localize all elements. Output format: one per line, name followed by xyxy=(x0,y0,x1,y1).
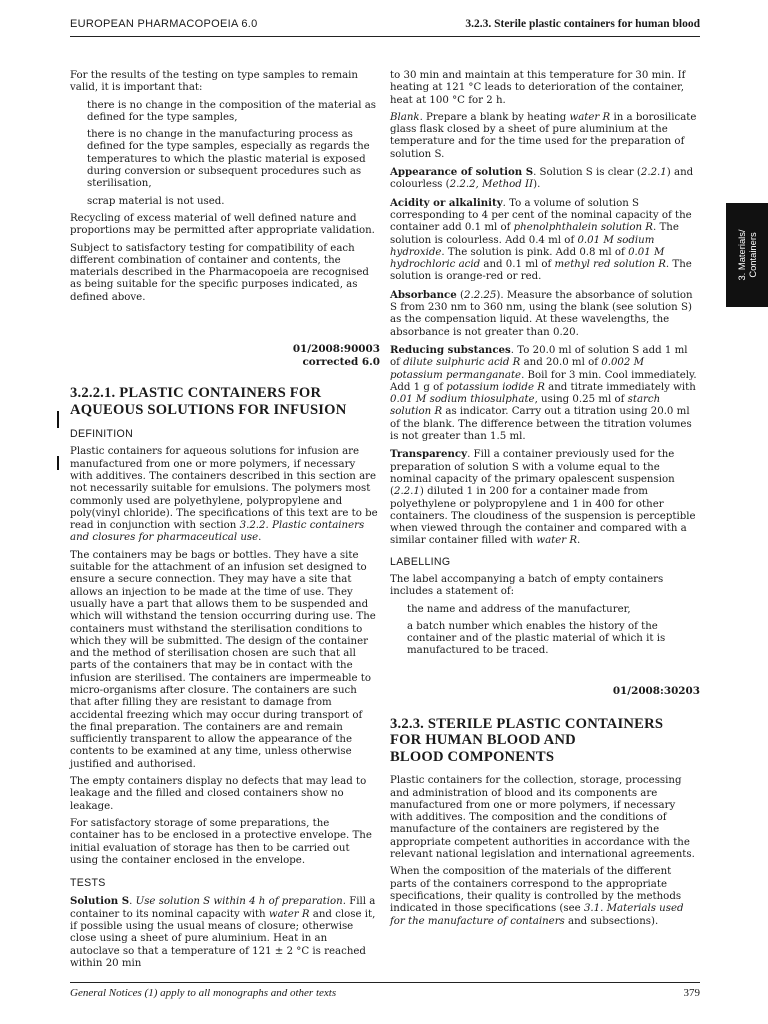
cross-reference-link[interactable]: 3.2.2. Plastic containers and closures for pharmaceutical use xyxy=(70,520,365,544)
list-item: the name and address of the manufacturer, xyxy=(407,603,631,615)
chapter-thumb-tab[interactable] xyxy=(726,203,768,307)
section-heading-definition: DEFINITION xyxy=(70,428,134,441)
storage-paragraph: For satisfactory storage of some preparations, the container has to be enclosed in a protective envelope. The initial evaluation of storage has then to be carried out using the container enclosed in the envelope. xyxy=(70,817,372,866)
right-column xyxy=(390,70,700,933)
footer-note: General Notices (1) apply to all monographs and other texts xyxy=(70,987,337,999)
running-header-right: 3.2.3. Sterile plastic containers for human blood xyxy=(465,18,700,30)
footer-rule xyxy=(70,982,700,983)
acidity-paragraph: Acidity or alkalinity. To a volume of solution S corresponding to 4 per cent of the nominal capacity of the container add 0.1 ml of phenolphthalein solution R. The solution is colourless. Add 0.4 ml of 0.01 M sodium hydroxide. The solution is pink. Add 0.8 ml of 0.01 M hydrochloric acid and 0.1 ml of methyl red solution R. The solution is orange-red or red. xyxy=(390,196,692,283)
composition-paragraph: When the composition of the materials of the different parts of the containers correspond to the appropriate specifications, their quality is controlled by the methods indicated in those specifications (see 3.1. Materials used for the manufacture of containers and subsections). xyxy=(390,866,684,927)
monograph-title-line: 3.2.2.1. PLASTIC CONTAINERS FOR xyxy=(70,385,322,402)
monograph-title xyxy=(70,385,380,418)
intro-paragraph: For the results of the testing on type samples to remain valid, it is important that: xyxy=(70,70,358,94)
reducing-substances-paragraph: Reducing substances. To 20.0 ml of solution S add 1 ml of dilute sulphuric acid R and 20.0 ml of 0.002 M potassium permanganate. Boil for 3 min. Cool immediately. Add 1 g of potassium iodide R and titrate immediately with 0.01 M sodium thiosulphate, using 0.25 ml of starch solution R as indicator. Carry out a titration using 20.0 ml of the blank. The difference between the titration volumes is not greater than 1.5 ml. xyxy=(390,343,697,443)
cross-reference-link[interactable]: 3.1. Materials used for the manufacture of containers xyxy=(390,903,684,927)
monograph-title-line: AQUEOUS SOLUTIONS FOR INFUSION xyxy=(70,401,347,418)
section-heading-labelling: LABELLING xyxy=(390,555,451,568)
list-item: a batch number which enables the history of the container and of the plastic material of which it is manufactured to be traced. xyxy=(407,620,666,657)
list-item: there is no change in the composition of the material as defined for the type samples, xyxy=(87,99,376,123)
monograph-reference: 01/2008:90003 xyxy=(292,343,380,356)
solution-s-paragraph: Solution S. Use solution S within 4 h of preparation. Fill a container to its nominal capacity with water R and close it, if possible using the usual means of closure; otherwise close using a sheet of pure aluminium. Heat in an autoclave so that a temperature of 121 ± 2 °C is reached within 20 min xyxy=(70,895,376,969)
blank-paragraph: Blank. Prepare a blank by heating water R in a borosilicate glass flask closed by a sheet of pure aluminium at the temperature and for the time used for the preparation of solution S. xyxy=(390,111,697,160)
monograph-title-line: 3.2.3. STERILE PLASTIC CONTAINERS xyxy=(390,715,664,732)
change-bar xyxy=(57,411,59,428)
appearance-paragraph: Appearance of solution S. Solution S is clear (2.2.1) and colourless (2.2.2, Method II). xyxy=(390,166,694,191)
definition-paragraph: Plastic containers for aqueous solutions for infusion are manufactured from one or more polymers, if necessary with additives. The containers described in this section are not necessarily suitable for emulsions. The polymers most commonly used are polyethylene, polypropylene and poly(vinyl chloride). The specifications of this text are to be read in conjunction with section 3.2.2. Plastic containers and closures for pharmaceutical use. xyxy=(70,446,378,544)
leakage-paragraph: The empty containers display no defects that may lead to leakage and the filled and closed containers show no leakage. xyxy=(70,776,367,812)
monograph-title xyxy=(390,716,700,766)
left-column xyxy=(70,70,380,975)
transparency-paragraph: Transparency. Fill a container previously used for the preparation of solution S with a volume equal to the nominal capacity of the primary opalescent suspension (2.2.1) diluted 1 in 200 for a container made from polyethylene or polypropylene and 1 in 400 for other containers. The cloudiness of the suspension is perceptible when viewed through the container and compared with a similar container filled with water R. xyxy=(390,448,696,547)
page-number: 379 xyxy=(683,987,700,999)
section-heading-tests: TESTS xyxy=(70,877,106,890)
list-item: scrap material is not used. xyxy=(87,195,225,207)
chapter-thumb-label: 3. Materials/ Containers xyxy=(736,229,758,281)
monograph-title-line: FOR HUMAN BLOOD AND xyxy=(390,732,576,749)
blood-containers-paragraph: Plastic containers for the collection, storage, processing and administration of blood and its components are manufactured from one or more polymers, if necessary with additives. The composition and the conditions of manufacture of the containers are registered by the appropriate competent authorities in accordance with the relevant national legislation and international agreements. xyxy=(390,775,695,861)
monograph-title-line: BLOOD COMPONENTS xyxy=(390,748,555,765)
correction-note: corrected 6.0 xyxy=(302,356,380,369)
change-bar xyxy=(57,456,59,470)
running-header-left: EUROPEAN PHARMACOPOEIA 6.0 xyxy=(70,18,258,30)
compatibility-paragraph: Subject to satisfactory testing for compatibility of each different combination of container and contents, the materials described in the Pharmacopoeia are recognised as being suitable for the specific purposes indicated, as defined above. xyxy=(70,242,369,303)
absorbance-paragraph: Absorbance (2.2.25). Measure the absorbance of solution S from 230 nm to 360 nm, using the blank (see solution S) as the compensation liquid. At these wavelengths, the absorbance is not greater than 0.20. xyxy=(390,288,693,338)
header-rule xyxy=(70,36,700,37)
containers-paragraph: The containers may be bags or bottles. They have a site suitable for the attachment of an infusion set designed to ensure a secure connection. They may have a site that allows an injection to be made at the time of use. They usually have a part that allows them to be suspended and which will withstand the tension occurring during use. The containers must withstand the sterilisation conditions to which they will be submitted. The design of the container and the method of sterilisation chosen are such that all parts of the containers that may be in contact with the infusion are sterilised. The containers are impermeable to micro-organisms after closure. The containers are such that after filling they are resistant to damage from accidental freezing which may occur during transport of the final preparation. The containers are and remain sufficiently transparent to allow the appearance of the contents to be examined at any time, unless otherwise justified and authorised. xyxy=(70,549,376,770)
continued-paragraph: to 30 min and maintain at this temperature for 30 min. If heating at 121 °C leads to deterioration of the container, heat at 100 °C for 2 h. xyxy=(390,70,686,106)
labelling-paragraph: The label accompanying a batch of empty containers includes a statement of: xyxy=(390,573,664,598)
monograph-reference: 01/2008:30203 xyxy=(612,684,700,697)
list-item: there is no change in the manufacturing process as defined for the type samples, especially as regards the temperatures to which the plastic material is exposed during conversion or subsequent procedures such as sterilisation, xyxy=(87,129,370,190)
recycling-paragraph: Recycling of excess material of well defined nature and proportions may be permitted after appropriate validation. xyxy=(70,212,375,237)
